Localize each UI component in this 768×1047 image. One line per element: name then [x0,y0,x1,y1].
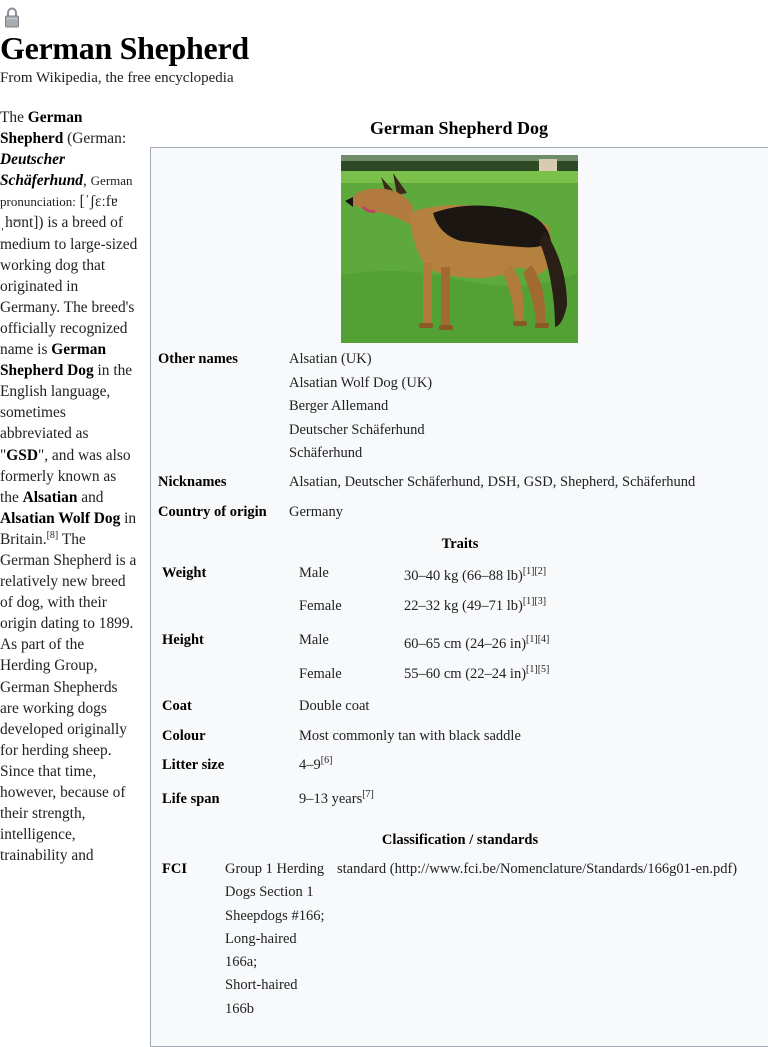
country-of-origin-value[interactable]: Germany [289,504,343,520]
citation-link[interactable]: [8] [46,529,59,541]
other-names-list [289,351,432,469]
abbreviation: GSD [6,446,38,464]
ipa-pronunciation[interactable]: [ˈʃɛːfɐˌhʊnt] [0,193,118,232]
litter-size-label: Litter size [162,757,225,773]
traits-heading: Traits [441,536,479,552]
classification-heading: Classification / standards [381,832,539,848]
page-title: German Shepherd [0,30,249,66]
fci-group-line: Long-haired [225,930,297,947]
fci-group-line: 166b [225,1000,254,1017]
other-name: Alsatian (UK) [289,351,372,367]
height-female-value: 55–60 cm (22–24 in)[1][5] [404,664,550,682]
citation-link[interactable]: [1][5] [526,664,550,676]
official-name: German Shepherd Dog [0,341,107,380]
coat-value: Double coat [299,698,370,714]
pronunciation-label: German pronunciation: [0,173,133,210]
citation-link[interactable]: [1][2] [522,566,547,578]
lock-icon [4,6,20,28]
breed-name: German Shepherd [0,109,83,148]
citation-link[interactable]: [7] [362,789,374,801]
other-name: Berger Allemand [289,398,389,414]
fci-group-line: 166a; [225,954,258,971]
coat-label: Coat [162,698,192,714]
nicknames-value: Alsatian, Deutscher Schäferhund, DSH, GSD, Shepherd, Schäferhund [289,474,696,490]
citation-link[interactable]: [1][3] [522,596,547,608]
other-names-label: Other names [158,351,238,367]
weight-male-label: Male [299,565,329,581]
citation-link[interactable]: [6] [320,755,333,767]
weight-female-label: Female [299,598,342,614]
height-male-label: Male [299,632,329,648]
height-female-label: Female [299,666,342,682]
fci-label[interactable]: FCI [162,861,187,877]
alsatian-wolf-dog-name: Alsatian Wolf Dog [0,509,121,527]
litter-size-value: 4–9[6] [299,755,333,773]
colour-label: Colour [162,728,206,744]
citation-link[interactable]: [1][4] [526,634,550,646]
height-male-value: 60–65 cm (24–26 in)[1][4] [404,634,550,652]
weight-female-value: 22–32 kg (49–71 lb)[1][3] [404,596,547,614]
german-name: Deutscher Schäferhund [0,151,83,190]
fci-group-line: Sheepdogs #166; [225,907,325,924]
other-name: Alsatian Wolf Dog (UK) [289,374,433,391]
nicknames-label: Nicknames [158,474,227,490]
fci-group-line: Group 1 Herding [225,861,325,877]
german-shepherd-photo[interactable] [341,155,578,343]
life-span-value: 9–13 years[7] [299,789,374,807]
country-of-origin-label: Country of origin [158,504,267,520]
fci-group-line: Dogs Section 1 [225,884,314,901]
other-name: Deutscher Schäferhund [289,421,425,438]
fci-group-list [225,861,324,1024]
height-label: Height [162,632,204,648]
life-span-label: Life span [162,791,220,807]
page-tagline: From Wikipedia, the free encyclopedia [0,70,234,86]
other-name: Schäferhund [289,445,363,461]
infobox [150,147,768,1047]
weight-label: Weight [162,565,207,581]
colour-value: Most commonly tan with black saddle [299,728,521,744]
fci-standard-link[interactable]: standard (http://www.fci.be/Nomenclature/Standards/166g01-en.pdf) [337,861,738,877]
lead-paragraph: The German Shepherd (German: Deutscher Schäferhund, German pronunciation: [ˈʃɛːfɐˌhʊnt]) is a breed of medium to large-sized working dog that originated in Germany. The breed's officially recognized name is German Shepherd Dog in the English language, sometimes abbreviated as "GSD", and was also formerly known as the Alsatian and Alsatian Wolf Dog in Britain.[8] The German Shepherd is a relatively new breed of dog, with their origin dating to 1899. As part of the Herding Group, German Shepherds are working dogs developed originally for herding sheep. Since that time, however, because of their strength, intelligence, trainability and [0,109,138,865]
fci-group-line: Short-haired [225,977,298,994]
weight-male-value: 30–40 kg (66–88 lb)[1][2] [404,566,547,584]
alsatian-name: Alsatian [22,488,78,506]
infobox-caption: German Shepherd Dog [369,118,548,138]
